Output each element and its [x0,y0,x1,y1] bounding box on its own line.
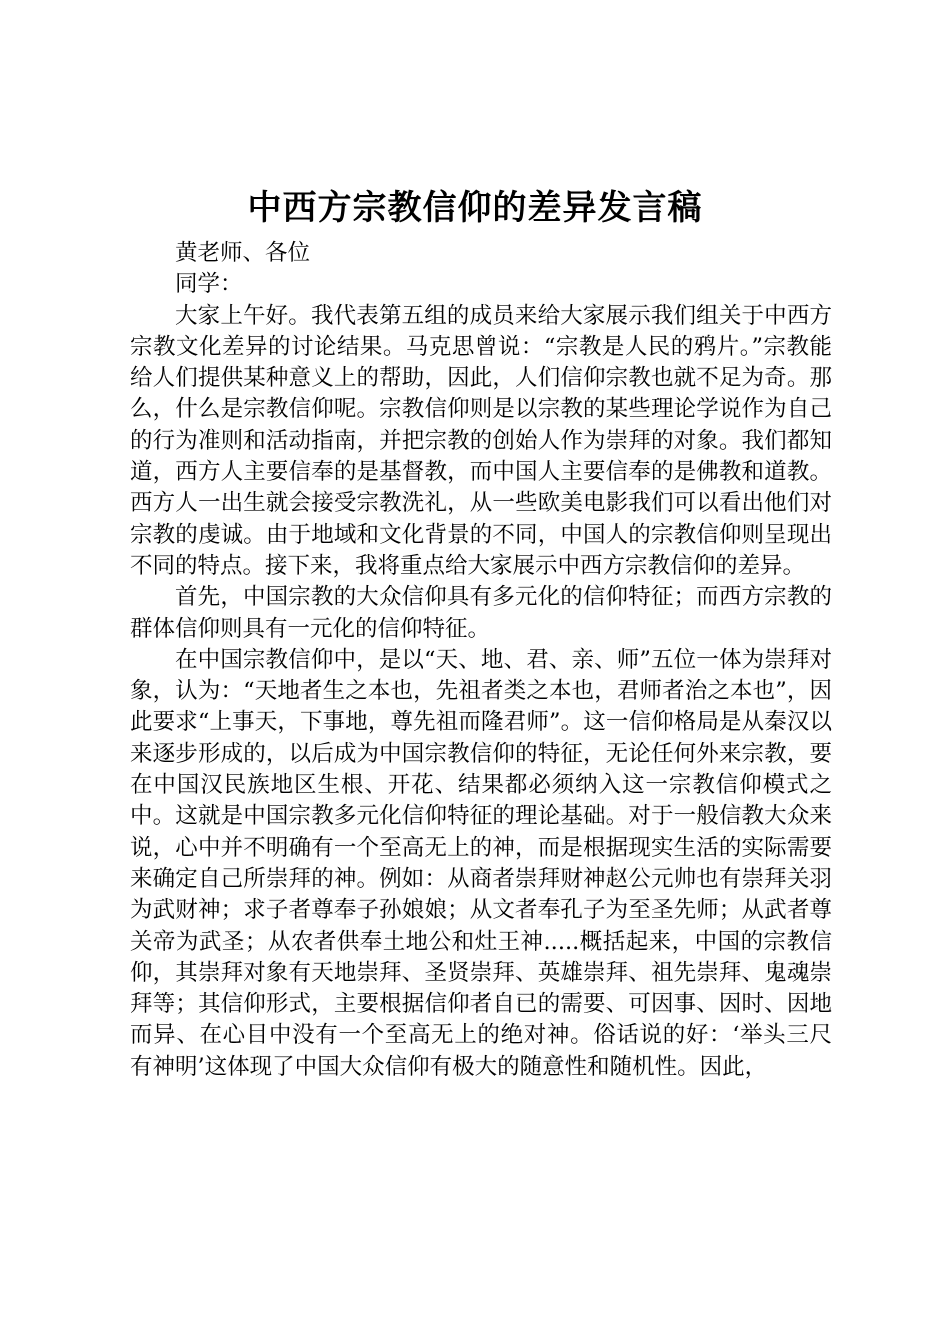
document-title: 中西方宗教信仰的差异发言稿 [247,188,703,228]
document-body [130,238,832,1083]
salutation-line-2: 同学： [175,271,243,298]
paragraph-intro: 大家上午好。我代表第五组的成员来给大家展示我们组关于中西方宗教文化差异的讨论结果。马克思曾说：“宗教是人民的鸦片。”宗教能给人们提供某种意义上的帮助，因此，人们信仰宗教也就不足为奇。那么，什么是宗教信仰呢。宗教信仰则是以宗教的某些理论学说作为自己的行为准则和活动指南，并把宗教的创始人作为崇拜的对象。我们都知道，西方人主要信奉的是基督教，而中国人主要信奉的是佛教和道教。西方人一出生就会接受宗教洗礼，从一些欧美电影我们可以看出他们对宗教的虔诚。由于地域和文化背景的不同，中国人的宗教信仰则呈现出不同的特点。接下来，我将重点给大家展示中西方宗教信仰的差异。 [130,302,832,579]
paragraph-chinese-belief: 在中国宗教信仰中，是以“天、地、君、亲、师”五位一体为崇拜对象，认为：“天地者生之本也，先祖者类之本也，君师者治之本也”，因此要求“上事天，下事地，尊先祖而隆君师”。这一信仰格局是从秦汉以来逐步形成的，以后成为中国宗教信仰的特征，无论任何外来宗教，要在中国汉民族地区生根、开花、结果都必须纳入这一宗教信仰模式之中。这就是中国宗教多元化信仰特征的理论基础。对于一般信教大众来说，心中并不明确有一个至高无上的神，而是根据现实生活的实际需要来确定自己所崇拜的神。例如：从商者崇拜财神赵公元帅也有崇拜关羽为武财神；求子者尊奉子孙娘娘；从文者奉孔子为至圣先师；从武者尊关帝为武圣；从农者供奉土地公和灶王神.....概括起来，中国的宗教信仰，其崇拜对象有天地崇拜、圣贤崇拜、英雄崇拜、祖先崇拜、鬼魂崇拜等；其信仰形式，主要根据信仰者自已的需要、可因事、因时、因地而异、在心目中没有一个至高无上的绝对神。俗话说的好：‘举头三尺有神明’这体现了中国大众信仰有极大的随意性和随机性。因此， [130,646,832,1080]
paragraph-first-point: 首先，中国宗教的大众信仰具有多元化的信仰特征；而西方宗教的群体信仰则具有一元化的信仰特征。 [130,584,832,642]
salutation-line-1: 黄老师、各位 [175,240,311,266]
